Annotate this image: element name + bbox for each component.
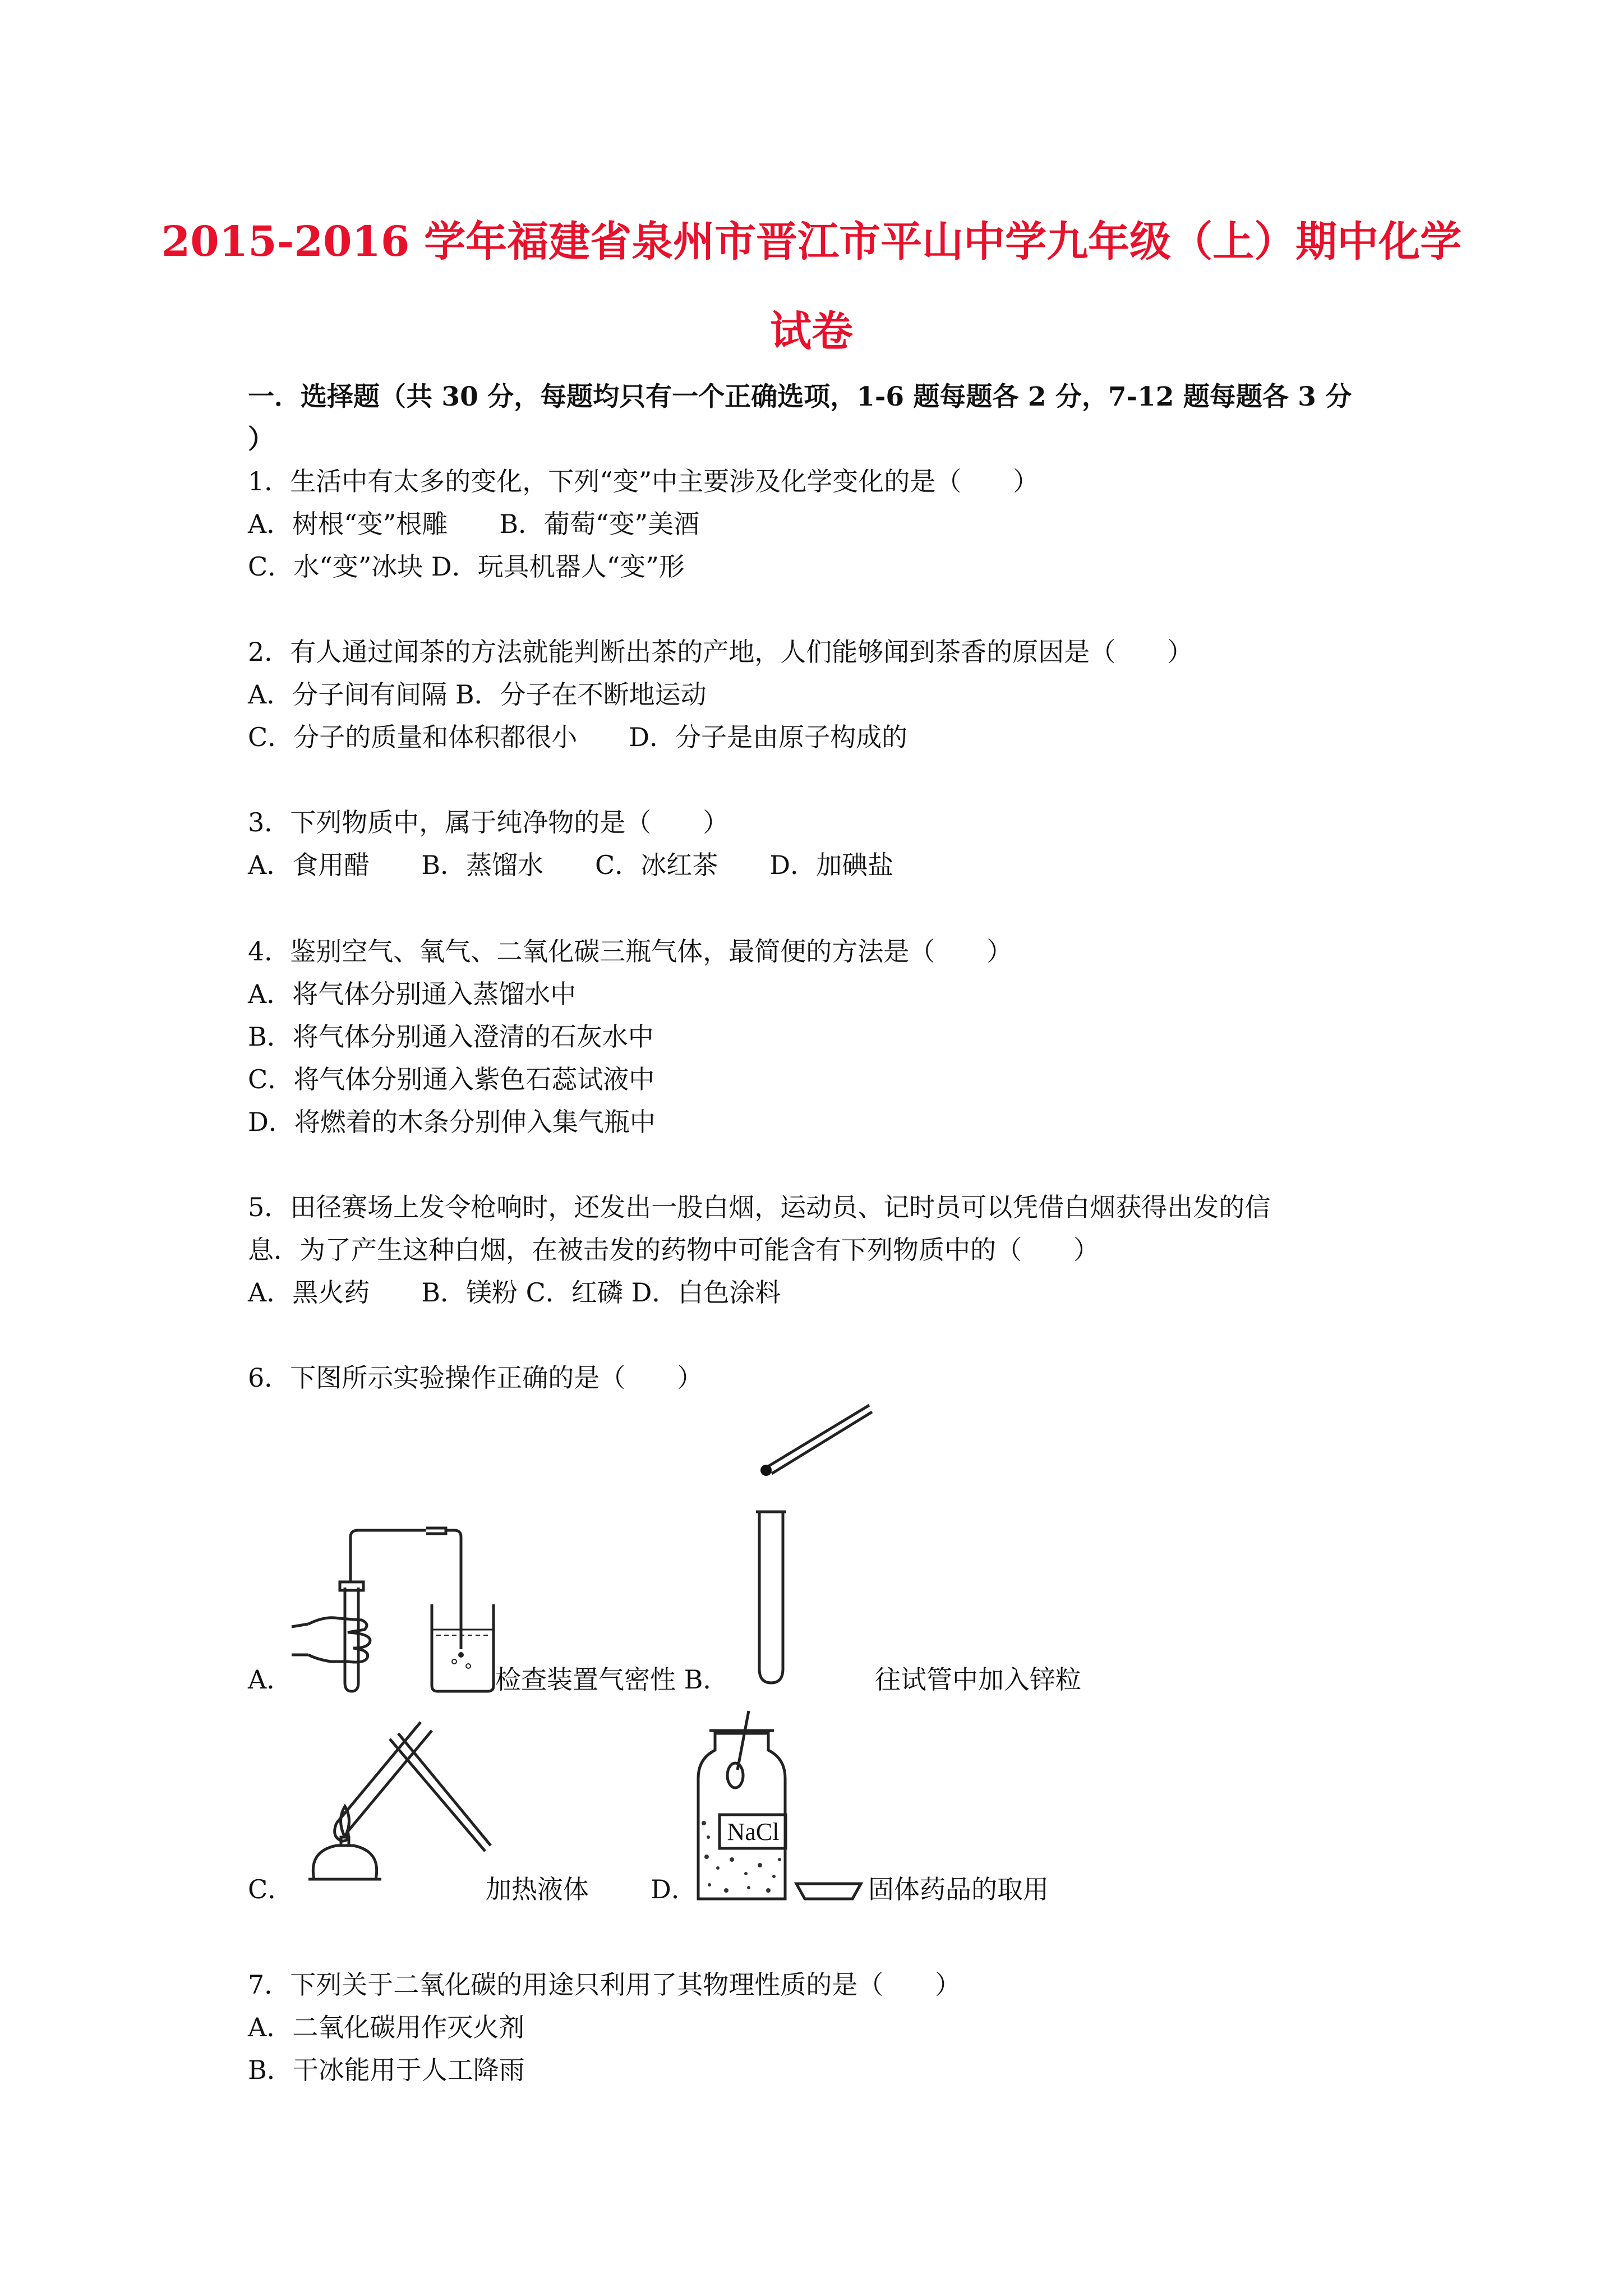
q6-caption-c: 加热液体 xyxy=(486,1874,589,1904)
paper-title-line1: 2015-2016 学年福建省泉州市晋江市平山中学九年级（上）期中化学 xyxy=(161,218,1462,266)
figure-d-solid-reagent xyxy=(693,1705,878,1907)
q6-caption-b: 往试管中加入锌粒 xyxy=(875,1664,1081,1695)
q1-stem: 1．生活中有太多的变化，下列“变”中主要涉及化学变化的是（ ） xyxy=(248,466,1039,496)
q4-stem: 4．鉴别空气、氧气、二氧化碳三瓶气体，最简便的方法是（ ） xyxy=(248,936,1013,967)
q5-stem-line1: 5．田径赛场上发令枪响时，还发出一股白烟，运动员、记时员可以凭借白烟获得出发的信 xyxy=(248,1192,1271,1222)
q5-options-line1: A．黑火药 B．镁粉 C．红磷 D．白色涂料 xyxy=(248,1277,781,1308)
q7-option-b: B．干冰能用于人工降雨 xyxy=(248,2055,525,2085)
q6-stem: 6．下图所示实验操作正确的是（ ） xyxy=(248,1363,703,1393)
q4-option-b: B．将气体分别通入澄清的石灰水中 xyxy=(248,1022,654,1052)
q1-options-line2: C．水“变”冰块 D．玩具机器人“变”形 xyxy=(248,551,685,582)
figure-c-heat-liquid xyxy=(292,1711,494,1902)
q7-stem: 7．下列关于二氧化碳的用途只利用了其物理性质的是（ ） xyxy=(248,1970,961,2000)
figure-a-airtightness-check xyxy=(286,1515,522,1694)
figure-b-add-zinc xyxy=(751,1400,886,1691)
q3-stem: 3．下列物质中，属于纯净物的是（ ） xyxy=(248,807,729,838)
q5-stem-line2: 息．为了产生这种白烟，在被击发的药物中可能含有下列物质中的（ ） xyxy=(248,1235,1099,1265)
q2-stem: 2．有人通过闻茶的方法就能判断出茶的产地，人们能够闻到茶香的原因是（ ） xyxy=(248,637,1193,667)
q2-options-line1: A．分子间有间隔 B．分子在不断地运动 xyxy=(248,679,707,710)
q1-options-line1: A．树根“变”根雕 B．葡萄“变”美酒 xyxy=(248,509,700,539)
q6-caption-a: 检查装置气密性 B． xyxy=(495,1664,729,1695)
q6-label-d: D． xyxy=(651,1874,697,1904)
q7-option-a: A．二氧化碳用作灭火剂 xyxy=(248,2012,525,2042)
q6-label-a: A． xyxy=(248,1664,293,1695)
q2-options-line2: C．分子的质量和体积都很小 D．分子是由原子构成的 xyxy=(248,722,908,752)
section-heading-cont: ） xyxy=(248,424,274,455)
q6-caption-d: 固体药品的取用 xyxy=(868,1874,1049,1904)
q4-option-d: D．将燃着的木条分别伸入集气瓶中 xyxy=(248,1107,656,1137)
q6-label-c: C． xyxy=(248,1874,294,1904)
paper-title-line2: 试卷 xyxy=(770,307,853,356)
section-heading: 一．选择题（共 30 分，每题均只有一个正确选项，1-6 题每题各 2 分，7-12 题每题各 3 分 xyxy=(248,381,1352,412)
q4-option-c: C．将气体分别通入紫色石蕊试液中 xyxy=(248,1064,655,1094)
q4-option-a: A．将气体分别通入蒸馏水中 xyxy=(248,979,577,1009)
q3-options-line1: A．食用醋 B．蒸馏水 C．冰红茶 D．加碘盐 xyxy=(248,850,894,880)
nacl-label: NaCl xyxy=(727,1818,780,1846)
